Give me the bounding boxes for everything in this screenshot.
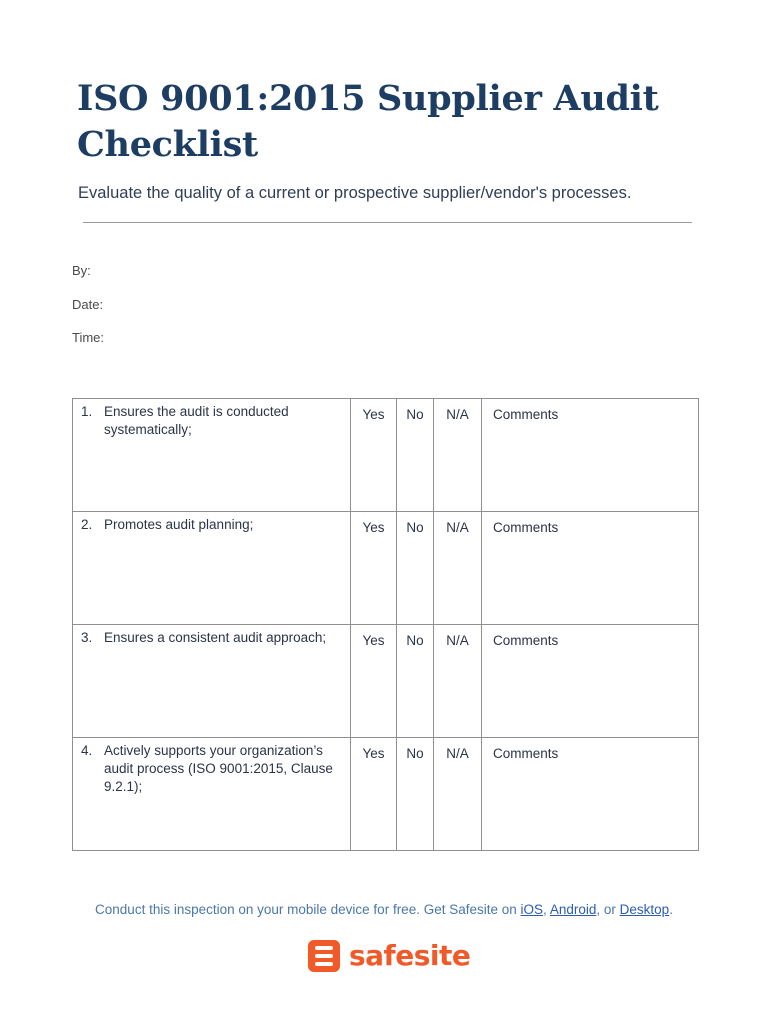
comments-field[interactable] (482, 399, 699, 512)
comments-label: Comments (493, 520, 559, 535)
item-number: 2. (81, 517, 93, 532)
item-text: Ensures a consistent audit approach; (104, 630, 327, 645)
na-option[interactable] (434, 738, 482, 851)
comments-label: Comments (493, 633, 559, 648)
table-row (73, 512, 699, 625)
comments-field[interactable] (482, 738, 699, 851)
yes-label: Yes (362, 407, 385, 422)
brand-name: safesite (349, 939, 471, 972)
na-option[interactable] (434, 625, 482, 738)
document-title: ISO 9001:2015 Supplier Audit Checklist (77, 78, 659, 165)
no-option[interactable] (397, 625, 434, 738)
cta-separator: , (543, 902, 547, 917)
table-row (73, 738, 699, 851)
no-label: No (406, 407, 424, 422)
item-cell (73, 625, 351, 738)
no-label: No (406, 746, 424, 761)
na-label: N/A (446, 520, 469, 535)
item-text: Actively supports your organization’s audit process (ISO 9001:2015, Clause 9.2.1); (104, 743, 333, 794)
no-option[interactable] (397, 738, 434, 851)
item-cell (73, 512, 351, 625)
yes-label: Yes (362, 520, 385, 535)
na-option[interactable] (434, 512, 482, 625)
na-label: N/A (446, 746, 469, 761)
yes-option[interactable] (351, 625, 397, 738)
yes-label: Yes (362, 633, 385, 648)
item-text: Ensures the audit is conducted systematically; (104, 404, 289, 437)
comments-label: Comments (493, 407, 559, 422)
item-cell (73, 738, 351, 851)
by-label: By: (72, 263, 91, 278)
table-row (73, 399, 699, 512)
table-row (73, 625, 699, 738)
no-label: No (406, 520, 424, 535)
android-link[interactable]: Android (549, 902, 597, 917)
cta-end: . (669, 902, 673, 917)
footer-cta (0, 902, 768, 917)
cta-separator: , or (596, 902, 616, 917)
cta-text: Conduct this inspection on your mobile device for free. Get Safesite on (95, 902, 517, 917)
yes-option[interactable] (351, 512, 397, 625)
yes-option[interactable] (351, 738, 397, 851)
item-number: 3. (81, 630, 93, 645)
no-option[interactable] (397, 512, 434, 625)
comments-label: Comments (493, 746, 559, 761)
na-option[interactable] (434, 399, 482, 512)
na-label: N/A (446, 407, 469, 422)
audit-checklist-table (72, 398, 699, 851)
time-label: Time: (72, 330, 105, 345)
na-label: N/A (446, 633, 469, 648)
item-number: 1. (81, 404, 93, 419)
no-option[interactable] (397, 399, 434, 512)
ios-link[interactable]: iOS (520, 902, 544, 917)
no-label: No (406, 633, 424, 648)
safesite-logo (308, 939, 470, 972)
yes-label: Yes (362, 746, 385, 761)
title-divider (83, 222, 692, 223)
comments-field[interactable] (482, 512, 699, 625)
comments-field[interactable] (482, 625, 699, 738)
date-label: Date: (72, 297, 104, 312)
item-text: Promotes audit planning; (104, 517, 254, 532)
document-subtitle: Evaluate the quality of a current or prospective supplier/vendor's processes. (78, 184, 632, 202)
desktop-link[interactable]: Desktop (619, 902, 670, 917)
safesite-mark-icon (308, 940, 340, 972)
item-cell (73, 399, 351, 512)
item-number: 4. (81, 743, 93, 758)
yes-option[interactable] (351, 399, 397, 512)
